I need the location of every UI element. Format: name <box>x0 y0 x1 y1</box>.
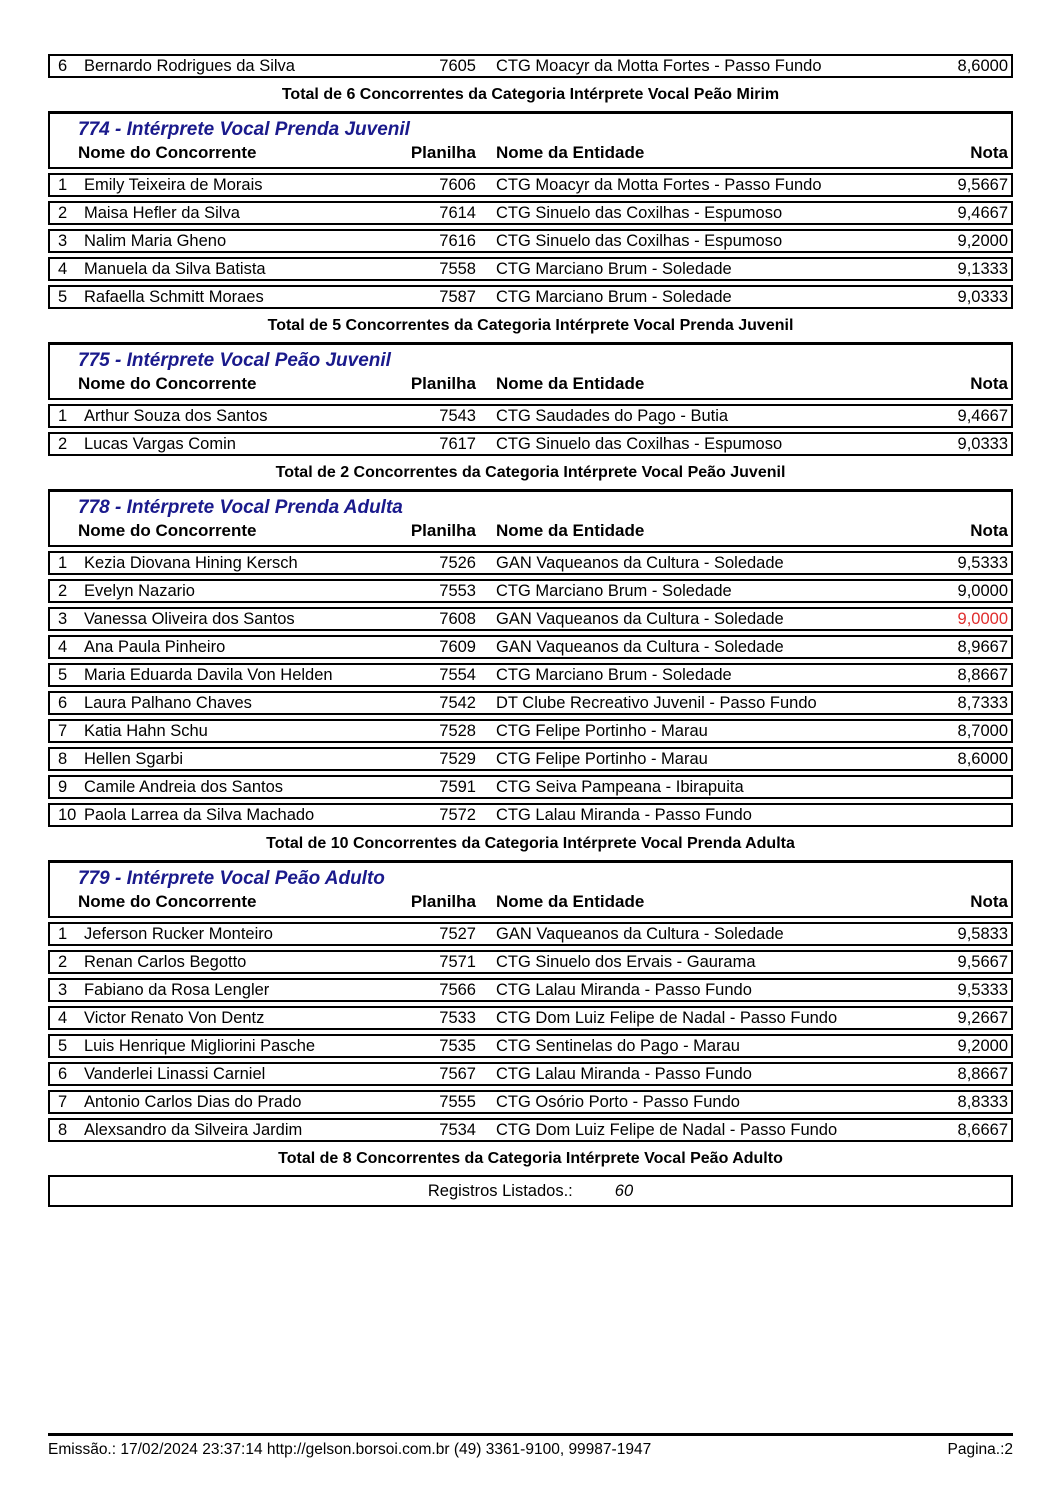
row-planilha-number: 7617 <box>439 435 476 453</box>
row-entity-name: CTG Dom Luiz Felipe de Nadal - Passo Fundo <box>496 1121 838 1139</box>
table-row <box>48 775 1013 799</box>
column-header-planilha: Planilha <box>410 143 476 162</box>
row-competitor-name: Evelyn Nazario <box>84 582 195 600</box>
table-row <box>48 579 1013 603</box>
row-nota-score: 9,2667 <box>957 1009 1008 1027</box>
row-entity-name: CTG Sentinelas do Pago - Marau <box>496 1037 740 1055</box>
row-competitor-name: Vanderlei Linassi Carniel <box>84 1065 266 1083</box>
row-planilha-number: 7553 <box>439 582 476 600</box>
row-position: 5 <box>58 288 68 306</box>
row-entity-name: GAN Vaqueanos da Cultura - Soledade <box>496 925 784 943</box>
row-competitor-name: Alexsandro da Silveira Jardim <box>84 1121 303 1139</box>
table-row <box>48 803 1013 827</box>
table-row <box>48 747 1013 771</box>
row-position: 4 <box>58 1009 68 1027</box>
row-nota-score: 8,6667 <box>957 1121 1008 1139</box>
section-title: 775 - Intérprete Vocal Peão Juvenil <box>78 350 391 371</box>
row-entity-name: DT Clube Recreativo Juvenil - Passo Fundo <box>496 694 817 712</box>
row-nota-score: 8,6000 <box>957 750 1008 768</box>
row-competitor-name: Kezia Diovana Hining Kersch <box>84 554 298 572</box>
section-rows <box>48 922 1013 1142</box>
table-row <box>48 1118 1013 1142</box>
column-header-planilha: Planilha <box>410 374 476 393</box>
row-nota-score: 9,4667 <box>957 407 1008 425</box>
table-row <box>48 663 1013 687</box>
row-planilha-number: 7529 <box>439 750 476 768</box>
footer-page-number: Pagina.:2 <box>947 1441 1013 1458</box>
table-row <box>48 922 1013 946</box>
section-total: Total de 8 Concorrentes da Categoria Intérprete Vocal Peão Adulto <box>278 1150 783 1167</box>
row-competitor-name: Bernardo Rodrigues da Silva <box>84 57 295 75</box>
row-position: 1 <box>58 176 68 194</box>
row-entity-name: CTG Lalau Miranda - Passo Fundo <box>496 1065 752 1083</box>
section-header-box <box>48 111 1013 169</box>
records-listed-label: Registros Listados.: <box>427 1181 573 1200</box>
row-competitor-name: Emily Teixeira de Morais <box>84 176 263 194</box>
row-nota-score: 9,2000 <box>957 232 1008 250</box>
row-position: 6 <box>58 694 68 712</box>
table-row <box>48 54 1013 78</box>
row-competitor-name: Luis Henrique Migliorini Pasche <box>84 1037 316 1055</box>
row-position: 4 <box>58 638 68 656</box>
column-header-name: Nome do Concorrente <box>78 374 257 393</box>
row-planilha-number: 7526 <box>439 554 476 572</box>
section-title: 774 - Intérprete Vocal Prenda Juvenil <box>78 119 410 140</box>
row-planilha-number: 7616 <box>439 232 476 250</box>
row-planilha-number: 7558 <box>439 260 476 278</box>
row-nota-score: 8,8667 <box>957 666 1008 684</box>
section-header-box <box>48 342 1013 400</box>
row-position: 1 <box>58 925 68 943</box>
section-total: Total de 6 Concorrentes da Categoria Intérprete Vocal Peão Mirim <box>281 86 780 103</box>
row-planilha-number: 7555 <box>439 1093 476 1111</box>
section-peao-mirim-tail <box>48 54 1013 104</box>
row-planilha-number: 7608 <box>439 610 476 628</box>
column-headers <box>50 142 1011 164</box>
column-header-entity: Nome da Entidade <box>496 892 645 911</box>
column-header-name: Nome do Concorrente <box>78 521 257 540</box>
row-entity-name: CTG Saudades do Pago - Butia <box>496 407 729 425</box>
row-nota-score: 8,7333 <box>957 694 1008 712</box>
row-competitor-name: Arthur Souza dos Santos <box>84 407 268 425</box>
column-header-entity: Nome da Entidade <box>496 521 645 540</box>
row-nota-score: 9,1333 <box>957 260 1008 278</box>
row-competitor-name: Maisa Hefler da Silva <box>84 204 240 222</box>
row-entity-name: CTG Moacyr da Motta Fortes - Passo Fundo <box>496 57 822 75</box>
row-entity-name: CTG Marciano Brum - Soledade <box>496 260 732 278</box>
row-planilha-number: 7527 <box>439 925 476 943</box>
row-planilha-number: 7533 <box>439 1009 476 1027</box>
row-entity-name: CTG Felipe Portinho - Marau <box>496 750 708 768</box>
row-entity-name: GAN Vaqueanos da Cultura - Soledade <box>496 554 784 572</box>
table-row <box>48 1034 1013 1058</box>
table-row <box>48 285 1013 309</box>
row-position: 6 <box>58 57 68 75</box>
category-section <box>48 860 1013 1168</box>
row-entity-name: CTG Sinuelo das Coxilhas - Espumoso <box>496 435 783 453</box>
row-position: 6 <box>58 1065 68 1083</box>
row-competitor-name: Camile Andreia dos Santos <box>84 778 284 796</box>
table-row <box>48 1090 1013 1114</box>
row-competitor-name: Vanessa Oliveira dos Santos <box>84 610 295 628</box>
row-planilha-number: 7609 <box>439 638 476 656</box>
row-entity-name: GAN Vaqueanos da Cultura - Soledade <box>496 638 784 656</box>
row-nota-score: 9,0333 <box>957 288 1008 306</box>
row-position: 5 <box>58 666 68 684</box>
row-nota-score: 9,5833 <box>957 925 1008 943</box>
row-planilha-number: 7543 <box>439 407 476 425</box>
orphan-rows <box>48 54 1013 78</box>
row-planilha-number: 7571 <box>439 953 476 971</box>
table-row <box>48 691 1013 715</box>
row-planilha-number: 7566 <box>439 981 476 999</box>
category-sections <box>48 111 1013 1168</box>
row-competitor-name: Katia Hahn Schu <box>84 722 208 740</box>
row-nota-score: 9,5333 <box>957 981 1008 999</box>
row-planilha-number: 7535 <box>439 1037 476 1055</box>
row-planilha-number: 7605 <box>439 57 476 75</box>
row-nota-score: 8,6000 <box>957 57 1008 75</box>
row-position: 3 <box>58 981 68 999</box>
row-entity-name: CTG Lalau Miranda - Passo Fundo <box>496 806 752 824</box>
row-planilha-number: 7572 <box>439 806 476 824</box>
row-position: 9 <box>58 778 68 796</box>
row-entity-name: CTG Marciano Brum - Soledade <box>496 288 732 306</box>
column-header-name: Nome do Concorrente <box>78 143 257 162</box>
table-row <box>48 551 1013 575</box>
column-header-planilha: Planilha <box>410 521 476 540</box>
row-nota-score: 8,8667 <box>957 1065 1008 1083</box>
column-header-nota: Nota <box>970 143 1008 162</box>
row-position: 1 <box>58 554 68 572</box>
row-position: 8 <box>58 1121 68 1139</box>
column-header-nota: Nota <box>970 374 1008 393</box>
row-competitor-name: Victor Renato Von Dentz <box>84 1009 265 1027</box>
row-entity-name: CTG Sinuelo das Coxilhas - Espumoso <box>496 232 783 250</box>
row-competitor-name: Manuela da Silva Batista <box>84 260 266 278</box>
column-header-name: Nome do Concorrente <box>78 892 257 911</box>
row-entity-name: CTG Dom Luiz Felipe de Nadal - Passo Fundo <box>496 1009 838 1027</box>
column-headers <box>50 891 1011 913</box>
row-nota-score: 9,4667 <box>957 204 1008 222</box>
table-row <box>48 1006 1013 1030</box>
row-entity-name: CTG Osório Porto - Passo Fundo <box>496 1093 740 1111</box>
row-entity-name: CTG Marciano Brum - Soledade <box>496 666 732 684</box>
row-competitor-name: Ana Paula Pinheiro <box>84 638 226 656</box>
category-section <box>48 489 1013 853</box>
row-competitor-name: Paola Larrea da Silva Machado <box>84 806 315 824</box>
footer-emission-info: Emissão.: 17/02/2024 23:37:14 http://gelson.borsoi.com.br (49) 3361-9100, 99987-1947 <box>48 1441 652 1458</box>
table-row <box>48 607 1013 631</box>
row-position: 5 <box>58 1037 68 1055</box>
row-competitor-name: Rafaella Schmitt Moraes <box>84 288 264 306</box>
row-entity-name: GAN Vaqueanos da Cultura - Soledade <box>496 610 784 628</box>
column-header-entity: Nome da Entidade <box>496 374 645 393</box>
row-nota-score: 9,5667 <box>957 176 1008 194</box>
row-competitor-name: Antonio Carlos Dias do Prado <box>84 1093 302 1111</box>
section-rows <box>48 173 1013 309</box>
row-position: 2 <box>58 435 68 453</box>
report-page <box>48 50 1013 1207</box>
row-nota-score: 8,9667 <box>957 638 1008 656</box>
table-row <box>48 173 1013 197</box>
row-position: 10 <box>58 806 77 824</box>
category-section <box>48 111 1013 335</box>
row-planilha-number: 7534 <box>439 1121 476 1139</box>
row-competitor-name: Jeferson Rucker Monteiro <box>84 925 273 943</box>
table-row <box>48 950 1013 974</box>
section-rows <box>48 404 1013 456</box>
row-competitor-name: Maria Eduarda Davila Von Helden <box>84 666 333 684</box>
row-nota-score: 8,8333 <box>957 1093 1008 1111</box>
row-planilha-number: 7606 <box>439 176 476 194</box>
column-header-planilha: Planilha <box>410 892 476 911</box>
records-listed-box <box>48 1175 1013 1207</box>
row-entity-name: CTG Felipe Portinho - Marau <box>496 722 708 740</box>
row-planilha-number: 7591 <box>439 778 476 796</box>
row-position: 8 <box>58 750 68 768</box>
row-planilha-number: 7614 <box>439 204 476 222</box>
row-competitor-name: Lucas Vargas Comin <box>84 435 236 453</box>
row-entity-name: CTG Moacyr da Motta Fortes - Passo Fundo <box>496 176 822 194</box>
section-total: Total de 5 Concorrentes da Categoria Intérprete Vocal Prenda Juvenil <box>267 317 794 334</box>
row-planilha-number: 7587 <box>439 288 476 306</box>
row-competitor-name: Laura Palhano Chaves <box>84 694 252 712</box>
row-planilha-number: 7567 <box>439 1065 476 1083</box>
row-nota-score: 9,0000 <box>957 582 1008 600</box>
section-header-box <box>48 860 1013 918</box>
row-entity-name: CTG Seiva Pampeana - Ibirapuita <box>496 778 744 796</box>
row-entity-name: CTG Marciano Brum - Soledade <box>496 582 732 600</box>
row-competitor-name: Fabiano da Rosa Lengler <box>84 981 270 999</box>
row-position: 3 <box>58 610 68 628</box>
page-footer <box>48 1433 1013 1459</box>
row-competitor-name: Renan Carlos Begotto <box>84 953 247 971</box>
row-competitor-name: Hellen Sgarbi <box>84 750 184 768</box>
table-row <box>48 257 1013 281</box>
row-planilha-number: 7528 <box>439 722 476 740</box>
category-section <box>48 342 1013 482</box>
section-rows <box>48 551 1013 827</box>
row-entity-name: CTG Lalau Miranda - Passo Fundo <box>496 981 752 999</box>
row-nota-score: 9,2000 <box>957 1037 1008 1055</box>
section-title: 779 - Intérprete Vocal Peão Adulto <box>78 868 385 889</box>
row-nota-score: 9,0333 <box>957 435 1008 453</box>
row-planilha-number: 7542 <box>439 694 476 712</box>
column-headers <box>50 520 1011 542</box>
column-header-entity: Nome da Entidade <box>496 143 645 162</box>
column-header-nota: Nota <box>970 521 1008 540</box>
row-planilha-number: 7554 <box>439 666 476 684</box>
table-row <box>48 635 1013 659</box>
table-row <box>48 978 1013 1002</box>
row-position: 1 <box>58 407 68 425</box>
section-total: Total de 2 Concorrentes da Categoria Intérprete Vocal Peão Juvenil <box>275 464 786 481</box>
row-nota-score: 9,5333 <box>957 554 1008 572</box>
row-position: 2 <box>58 953 68 971</box>
row-position: 3 <box>58 232 68 250</box>
row-position: 2 <box>58 582 68 600</box>
section-title: 778 - Intérprete Vocal Prenda Adulta <box>78 497 403 518</box>
row-nota-score: 9,5667 <box>957 953 1008 971</box>
row-position: 7 <box>58 1093 68 1111</box>
section-total: Total de 10 Concorrentes da Categoria Intérprete Vocal Prenda Adulta <box>266 835 795 852</box>
row-position: 2 <box>58 204 68 222</box>
column-headers <box>50 373 1011 395</box>
table-row <box>48 719 1013 743</box>
column-header-nota: Nota <box>970 892 1008 911</box>
row-entity-name: CTG Sinuelo das Coxilhas - Espumoso <box>496 204 783 222</box>
row-entity-name: CTG Sinuelo dos Ervais - Gaurama <box>496 953 756 971</box>
table-row <box>48 432 1013 456</box>
table-row <box>48 201 1013 225</box>
row-competitor-name: Nalim Maria Gheno <box>84 232 227 250</box>
table-row <box>48 404 1013 428</box>
records-listed-value: 60 <box>614 1181 634 1200</box>
section-header-box <box>48 489 1013 547</box>
row-nota-score: 9,0000 <box>957 610 1008 628</box>
table-row <box>48 229 1013 253</box>
table-row <box>48 1062 1013 1086</box>
row-position: 4 <box>58 260 68 278</box>
row-position: 7 <box>58 722 68 740</box>
row-nota-score: 8,7000 <box>957 722 1008 740</box>
